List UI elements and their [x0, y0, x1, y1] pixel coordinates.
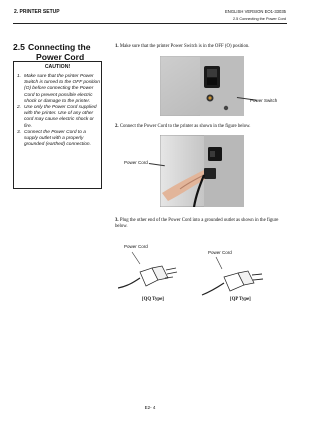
chapter-header: 2. PRINTER SETUP: [14, 9, 60, 15]
caution-item: 3. Connect the Power Cord to a supply outlet with a properly grounded (earthed) connection.: [17, 129, 91, 148]
qq-plug-illustration: [118, 250, 198, 300]
caution-list: [17, 74, 101, 148]
page-number: E2- 4: [144, 405, 156, 410]
section-number: 2.5: [13, 42, 25, 52]
caution-title: CAUTION!: [44, 64, 71, 70]
power-switch-callout: Power Switch: [250, 98, 278, 103]
header-rule: [13, 23, 287, 24]
subsection-header: 2.5 Connecting the Power Cord: [233, 17, 286, 21]
caution-item: 1. Make sure that the printer Power Switch is turned to the OFF position (O) before connecting the Power Cord to prevent possible electric shock or damage to the printer.: [17, 74, 100, 104]
section-title-line2: Power Cord: [36, 51, 85, 62]
caution-item: 2. Use only the Power Cord supplied with the printer. Use of any other cord may cause electric shock or fire.: [17, 105, 97, 129]
power-cord-qq-callout: Power Cord: [124, 244, 148, 249]
caution-box: [13, 61, 102, 189]
power-cord-fig2-callout: Power Cord: [124, 160, 148, 165]
power-cord-photo: [160, 135, 244, 207]
qp-type-label: [QP Type]: [230, 297, 251, 302]
step-3: 3. Plug the other end of the Power Cord into a grounded outlet as shown in the figure below.: [115, 218, 279, 229]
version-header: ENGLISH VERSION EO1-33035: [225, 9, 286, 14]
section-title: [13, 43, 91, 62]
step-2: 2. Connect the Power Cord to the printer as shown in the figure below.: [115, 124, 251, 129]
qq-type-label: [QQ Type]: [142, 297, 164, 302]
section-title-line1: Connecting the: [28, 42, 91, 52]
step-1: 1. Make sure that the printer Power Switch is in the OFF (O) position.: [115, 44, 250, 49]
power-cord-qp-callout: Power Cord: [208, 250, 232, 255]
power-switch-photo: [160, 56, 244, 116]
